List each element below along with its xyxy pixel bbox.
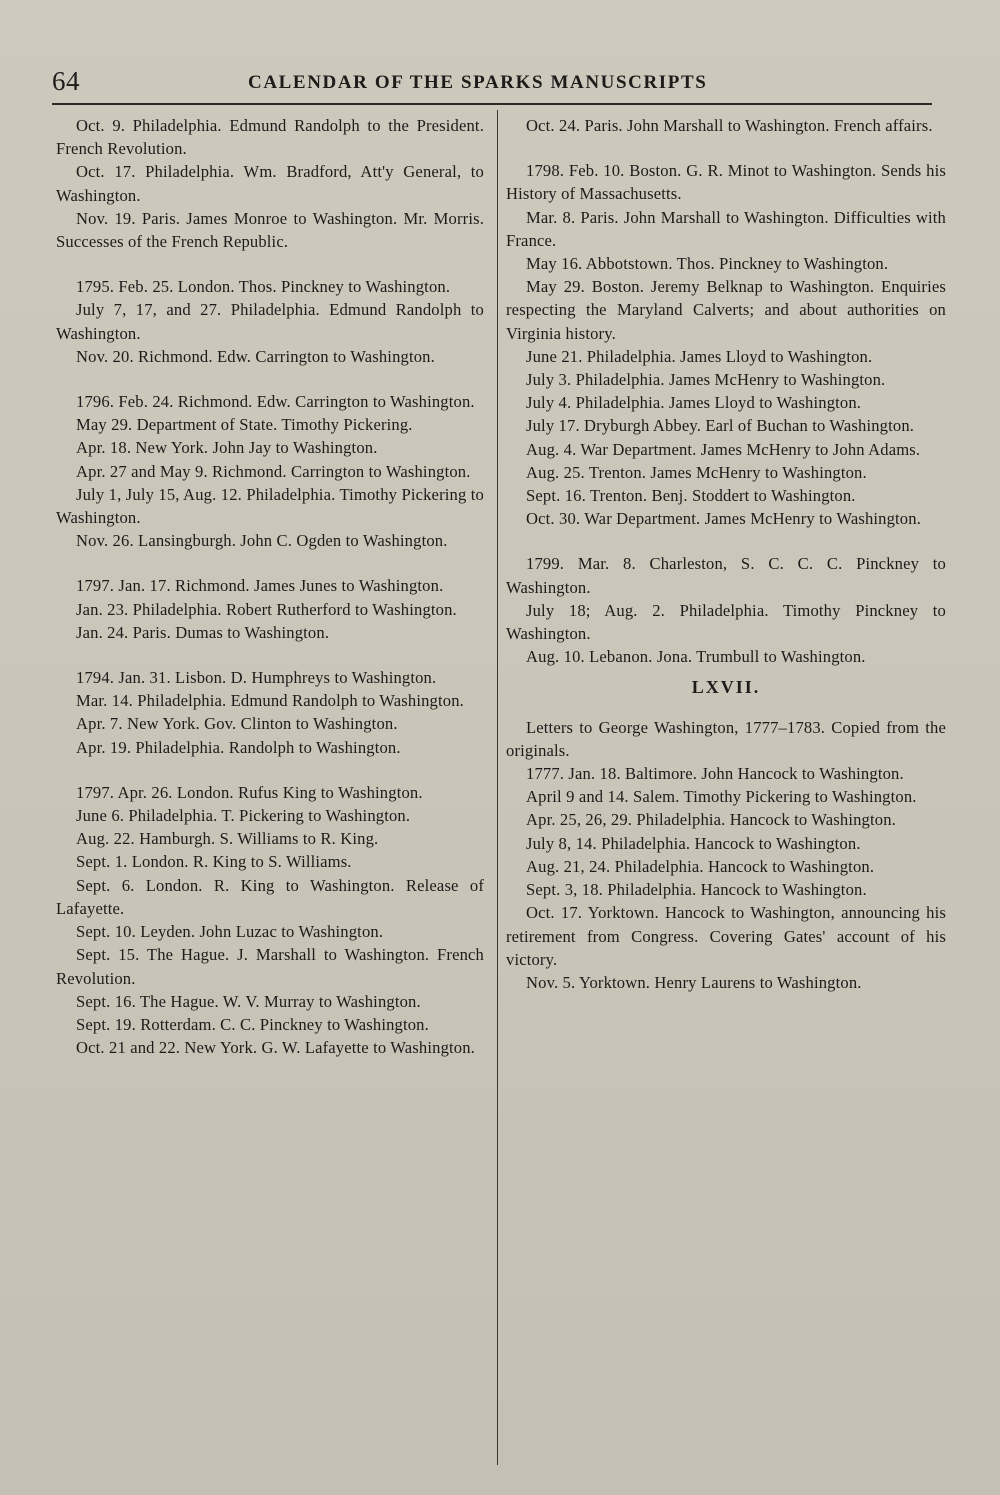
section-gap: [56, 368, 484, 390]
section-gap: [56, 253, 484, 275]
calendar-entry: Aug. 22. Hamburgh. S. Williams to R. King.: [76, 829, 379, 849]
calendar-entry: Sept. 6. London. R. King to Washington. Release of Lafayette.: [56, 875, 484, 918]
calendar-entry: Letters to George Washington, 1777–1783. Copied from the originals.: [506, 717, 946, 760]
calendar-entry: Apr. 7. New York. Gov. Clinton to Washington.: [76, 714, 398, 734]
calendar-entry: Nov. 20. Richmond. Edw. Carrington to Washington.: [76, 346, 435, 366]
section-heading: LXVII.: [691, 677, 761, 698]
calendar-entry: Mar. 8. Paris. John Marshall to Washington. Difficulties with France.: [506, 207, 946, 250]
calendar-entry: 1798. Feb. 10. Boston. G. R. Minot to Washington. Sends his History of Massachusetts.: [506, 161, 946, 204]
calendar-entry: 1797. Jan. 17. Richmond. James Junes to Washington.: [76, 576, 444, 596]
calendar-entry: Oct. 17. Yorktown. Hancock to Washington, announcing his retirement from Congress. Covering Gates' account of his victory.: [506, 903, 946, 969]
calendar-entry: May 29. Boston. Jeremy Belknap to Washington. Enquiries respecting the Maryland Calverts; and about authorities on Virginia history.: [506, 277, 946, 343]
calendar-entry: July 18; Aug. 2. Philadelphia. Timothy Pinckney to Washington.: [506, 600, 946, 644]
calendar-entry: Aug. 21, 24. Philadelphia. Hancock to Washington.: [526, 856, 875, 876]
calendar-entry: July 8, 14. Philadelphia. Hancock to Washington.: [526, 833, 861, 853]
header-rule: [52, 103, 932, 105]
calendar-entry: July 3. Philadelphia. James McHenry to Washington.: [526, 370, 886, 390]
calendar-entry: Mar. 14. Philadelphia. Edmund Randolph to Washington.: [76, 691, 464, 711]
calendar-entry: 1797. Apr. 26. London. Rufus King to Washington.: [76, 782, 423, 802]
calendar-entry: Sept. 3, 18. Philadelphia. Hancock to Washington.: [526, 880, 867, 900]
calendar-entry: Aug. 4. War Department. James McHenry to John Adams.: [526, 439, 921, 459]
calendar-entry: Aug. 25. Trenton. James McHenry to Washington.: [526, 462, 867, 482]
column-divider: [497, 110, 498, 1465]
calendar-entry: Nov. 19. Paris. James Monroe to Washington. Mr. Morris. Successes of the French Republic.: [56, 208, 484, 252]
calendar-entry: Apr. 27 and May 9. Richmond. Carrington to Washington.: [76, 461, 471, 481]
right-column: [506, 114, 946, 994]
calendar-entry: Oct. 30. War Department. James McHenry to Washington.: [526, 509, 921, 529]
section-gap: [56, 644, 484, 666]
page-header: [52, 66, 932, 102]
calendar-entry: 1796. Feb. 24. Richmond. Edw. Carrington to Washington.: [76, 392, 475, 412]
calendar-entry: Sept. 1. London. R. King to S. Williams.: [76, 852, 352, 872]
running-head: CALENDAR OF THE SPARKS MANUSCRIPTS: [248, 72, 708, 93]
calendar-entry: July 1, July 15, Aug. 12. Philadelphia. Timothy Pickering to Washington.: [56, 484, 484, 528]
calendar-entry: Aug. 10. Lebanon. Jona. Trumbull to Washington.: [526, 647, 866, 667]
calendar-entry: April 9 and 14. Salem. Timothy Pickering to Washington.: [526, 787, 917, 807]
calendar-entry: Sept. 16. Trenton. Benj. Stoddert to Washington.: [526, 486, 856, 506]
section-gap: [506, 137, 946, 159]
calendar-entry: Jan. 24. Paris. Dumas to Washington.: [76, 622, 330, 642]
calendar-entry: Nov. 5. Yorktown. Henry Laurens to Washington.: [526, 972, 862, 992]
calendar-entry: Nov. 26. Lansingburgh. John C. Ogden to Washington.: [76, 531, 448, 551]
calendar-entry: Oct. 21 and 22. New York. G. W. Lafayette to Washington.: [76, 1038, 475, 1058]
calendar-entry: Apr. 18. New York. John Jay to Washington.: [76, 438, 378, 458]
calendar-entry: Oct. 17. Philadelphia. Wm. Bradford, Att'y General, to Washington.: [56, 162, 484, 205]
calendar-entry: July 4. Philadelphia. James Lloyd to Washington.: [526, 393, 862, 413]
calendar-entry: May 16. Abbotstown. Thos. Pinckney to Washington.: [526, 254, 889, 274]
calendar-entry: Apr. 25, 26, 29. Philadelphia. Hancock to Washington.: [526, 810, 896, 830]
calendar-entry: Jan. 23. Philadelphia. Robert Rutherford to Washington.: [76, 599, 457, 619]
calendar-entry: Apr. 19. Philadelphia. Randolph to Washington.: [76, 737, 401, 757]
page-number: 64: [52, 66, 80, 96]
calendar-entry: June 6. Philadelphia. T. Pickering to Washington.: [76, 806, 411, 826]
section-gap: [56, 552, 484, 574]
calendar-entry: June 21. Philadelphia. James Lloyd to Washington.: [526, 346, 873, 366]
calendar-entry: Sept. 10. Leyden. John Luzac to Washington.: [76, 922, 384, 942]
calendar-entry: 1795. Feb. 25. London. Thos. Pinckney to Washington.: [76, 277, 451, 297]
calendar-entry: July 17. Dryburgh Abbey. Earl of Buchan to Washington.: [526, 416, 915, 436]
calendar-entry: Sept. 16. The Hague. W. V. Murray to Washington.: [76, 991, 421, 1011]
calendar-entry: Sept. 19. Rotterdam. C. C. Pinckney to Washington.: [76, 1014, 429, 1034]
calendar-entry: May 29. Department of State. Timothy Pickering.: [76, 415, 413, 435]
section-gap: [506, 530, 946, 552]
calendar-entry: 1799. Mar. 8. Charleston, S. C. C. C. Pinckney to Washington.: [506, 554, 946, 597]
calendar-entry: July 7, 17, and 27. Philadelphia. Edmund Randolph to Washington.: [56, 300, 484, 343]
calendar-entry: 1777. Jan. 18. Baltimore. John Hancock to Washington.: [526, 764, 904, 784]
calendar-entry: Oct. 9. Philadelphia. Edmund Randolph to the President. French Revolution.: [56, 116, 484, 159]
left-column: [56, 114, 484, 1059]
calendar-entry: Oct. 24. Paris. John Marshall to Washington. French affairs.: [526, 116, 933, 135]
calendar-entry: Sept. 15. The Hague. J. Marshall to Washington. French Revolution.: [56, 945, 484, 988]
section-gap: [56, 759, 484, 781]
calendar-entry: 1794. Jan. 31. Lisbon. D. Humphreys to Washington.: [76, 668, 437, 688]
